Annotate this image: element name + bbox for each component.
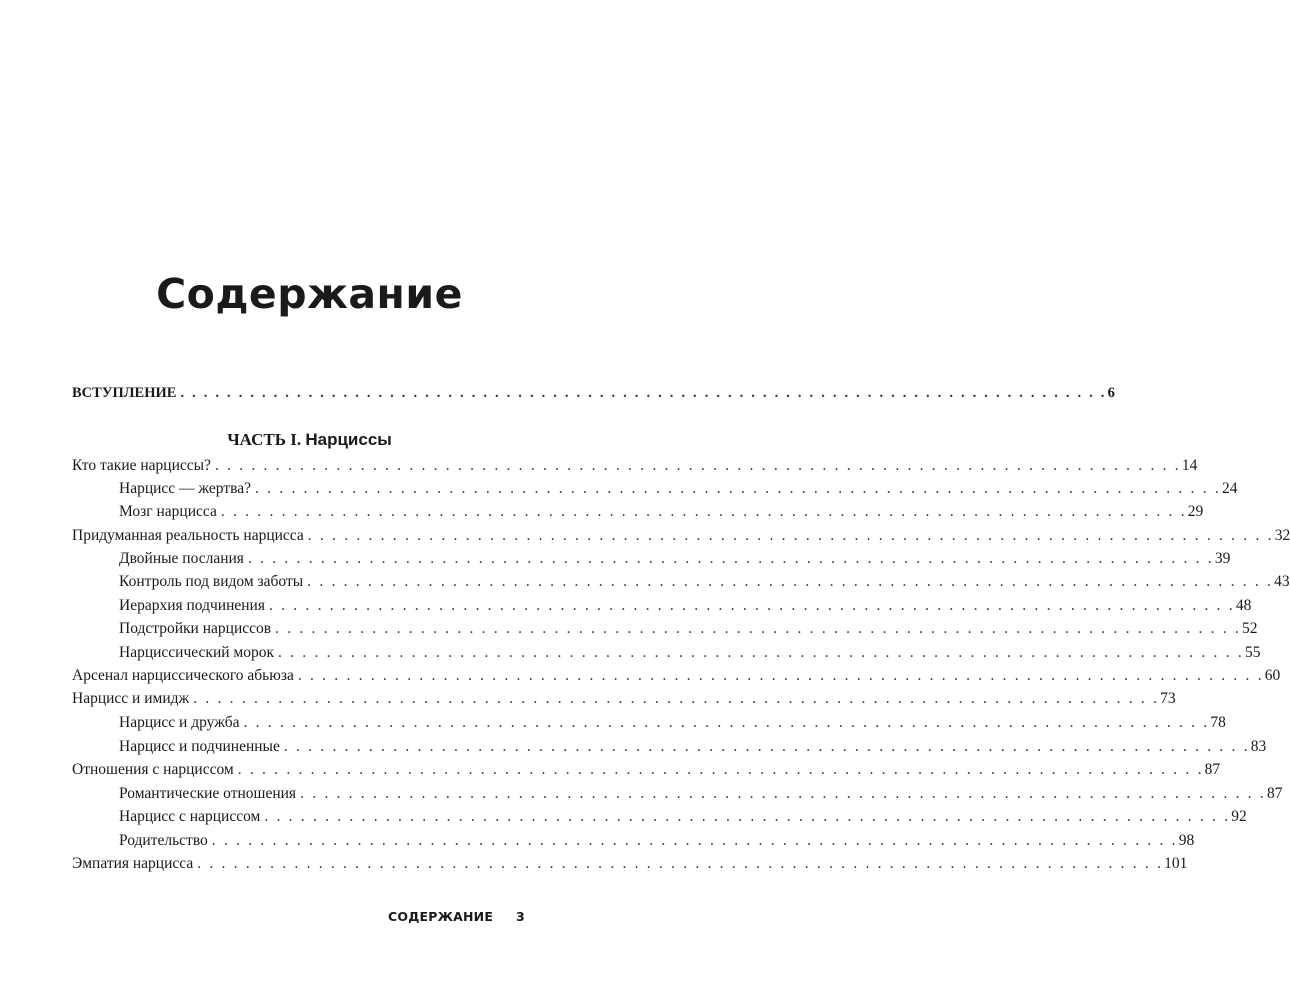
toc-entry[interactable] [119,501,1204,523]
toc-entry-label: Подстройки нарциссов [119,620,272,637]
toc-entry-page: 83 [1250,738,1267,755]
toc-entry-page: 52 [1242,620,1258,637]
toc-entry-label: Нарцисс с нарциссом [119,808,261,825]
page-number: 3 [516,909,525,924]
toc-entry-page: 101 [1164,855,1188,872]
toc-entry[interactable] [119,783,1283,805]
toc-entry-label: Арсенал нарциссического абьюза [72,667,294,684]
part-number: ЧАСТЬ I. [227,430,302,449]
toc-leader-dots: . . . . . . . . . . . . . . . . . . . . . . . . . . . . . . . . . . . . . . . . . . . . . . . . . . . . . . . . . . . . . . . . . . . . . . . . . . . . . . . . [237,761,1204,778]
toc-entry[interactable] [119,478,1238,500]
toc-entry[interactable] [72,455,1198,477]
toc-leader-dots: . . . . . . . . . . . . . . . . . . . . . . . . . . . . . . . . . . . . . . . . . . . . . . . . . . . . . . . . . . . . . . . . . . . . . . . . . . . . . . . . [297,667,1264,684]
toc-entry-page: 87 [1267,785,1283,802]
toc-entry-page: 48 [1235,597,1252,614]
toc-entry[interactable] [72,688,1176,710]
toc-entry-label: Иерархия подчинения [119,597,265,614]
toc-leader-dots: . . . . . . . . . . . . . . . . . . . . . . . . . . . . . . . . . . . . . . . . . . . . . . . . . . . . . . . . . . . . . . . . . . . . . . . . . . . . . . . . [268,597,1235,614]
toc-leader-dots: . . . . . . . . . . . . . . . . . . . . . . . . . . . . . . . . . . . . . . . . . . . . . . . . . . . . . . . . . . . . . . . . . . . . . . . . . . . . . . . . [197,855,1164,872]
toc-entry[interactable] [72,665,1281,687]
toc-entry-page: 43 [1274,573,1290,590]
toc-entry-label: Кто такие нарциссы? [72,457,211,474]
toc-entry[interactable] [119,712,1226,734]
toc-entry[interactable] [119,736,1267,758]
toc-leader-dots: . . . . . . . . . . . . . . . . . . . . . . . . . . . . . . . . . . . . . . . . . . . . . . . . . . . . . . . . . . . . . . . . . . . . . . . . . . . . . . . . [180,385,1107,401]
toc-leader-dots: . . . . . . . . . . . . . . . . . . . . . . . . . . . . . . . . . . . . . . . . . . . . . . . . . . . . . . . . . . . . . . . . . . . . . . . . . . . . . . . . [255,480,1221,497]
toc-entry-label: Двойные послания [119,550,244,567]
toc-entry-page: 32 [1274,527,1290,544]
toc-entry-label: Придуманная реальность нарцисса [72,527,304,544]
toc-entry-label: Мозг нарцисса [119,503,217,520]
toc-entry[interactable] [119,618,1258,640]
toc-entry[interactable] [72,759,1221,781]
toc-leader-dots: . . . . . . . . . . . . . . . . . . . . . . . . . . . . . . . . . . . . . . . . . . . . . . . . . . . . . . . . . . . . . . . . . . . . . . . . . . . . . . . . [283,738,1250,755]
toc-entry-page: 29 [1187,503,1204,520]
toc-leader-dots: . . . . . . . . . . . . . . . . . . . . . . . . . . . . . . . . . . . . . . . . . . . . . . . . . . . . . . . . . . . . . . . . . . . . . . . . . . . . . . . . [214,457,1181,474]
toc-entry[interactable] [119,642,1261,664]
toc-leader-dots: . . . . . . . . . . . . . . . . . . . . . . . . . . . . . . . . . . . . . . . . . . . . . . . . . . . . . . . . . . . . . . . . . . . . . . . . . . . . . . . . [275,620,1242,637]
toc-entry-page: 60 [1264,667,1281,684]
toc-entry-label: Нарциссический морок [119,644,274,661]
toc-entry-label: Эмпатия нарцисса [72,855,194,872]
toc-entry-label: Нарцисс — жертва? [119,480,251,497]
toc-entry-page: 73 [1160,690,1176,707]
toc-entry-label: Нарцисс и подчиненные [119,738,280,755]
part-name: Нарциссы [305,430,392,449]
toc-entry-page: 55 [1244,644,1261,661]
toc-leader-dots: . . . . . . . . . . . . . . . . . . . . . . . . . . . . . . . . . . . . . . . . . . . . . . . . . . . . . . . . . . . . . . . . . . . . . . . . . . . . . . . . [243,714,1210,731]
toc-entry-page: 98 [1178,832,1195,849]
toc-entry-label: Романтические отношения [119,785,297,802]
toc-leader-dots: . . . . . . . . . . . . . . . . . . . . . . . . . . . . . . . . . . . . . . . . . . . . . . . . . . . . . . . . . . . . . . . . . . . . . . . . . . . . . . . . [300,785,1266,802]
toc-entry-label: Родительство [119,832,208,849]
toc-entry-page: 92 [1231,808,1247,825]
toc-leader-dots: . . . . . . . . . . . . . . . . . . . . . . . . . . . . . . . . . . . . . . . . . . . . . . . . . . . . . . . . . . . . . . . . . . . . . . . . . . . . . . . . [264,808,1231,825]
toc-entry[interactable] [72,525,1290,547]
toc-entry-page: 39 [1214,550,1231,567]
toc-entry-page: 14 [1181,457,1198,474]
toc-entry[interactable] [119,548,1231,570]
toc-entry-page: 6 [1107,385,1115,401]
toc-leader-dots: . . . . . . . . . . . . . . . . . . . . . . . . . . . . . . . . . . . . . . . . . . . . . . . . . . . . . . . . . . . . . . . . . . . . . . . . . . . . . . . . [220,503,1187,520]
toc-entry[interactable] [119,806,1247,828]
toc-entry-page: 24 [1221,480,1238,497]
toc-entry[interactable] [119,830,1195,852]
toc-entry[interactable] [119,595,1252,617]
toc-entry-label: Нарцисс и дружба [119,714,240,731]
toc-entry-label: Нарцисс и имидж [72,690,190,707]
toc-entry-intro[interactable] [72,382,1115,404]
toc-leader-dots: . . . . . . . . . . . . . . . . . . . . . . . . . . . . . . . . . . . . . . . . . . . . . . . . . . . . . . . . . . . . . . . . . . . . . . . . . . . . . . . . [211,832,1178,849]
toc-leader-dots: . . . . . . . . . . . . . . . . . . . . . . . . . . . . . . . . . . . . . . . . . . . . . . . . . . . . . . . . . . . . . . . . . . . . . . . . . . . . . . . . [307,573,1274,590]
toc-leader-dots: . . . . . . . . . . . . . . . . . . . . . . . . . . . . . . . . . . . . . . . . . . . . . . . . . . . . . . . . . . . . . . . . . . . . . . . . . . . . . . . . [278,644,1244,661]
running-footer-title: СОДЕРЖАНИЕ [388,909,494,924]
toc-leader-dots: . . . . . . . . . . . . . . . . . . . . . . . . . . . . . . . . . . . . . . . . . . . . . . . . . . . . . . . . . . . . . . . . . . . . . . . . . . . . . . . . [193,690,1160,707]
toc-entry-label: Отношения с нарциссом [72,761,234,778]
toc-entry-page: 87 [1204,761,1221,778]
toc-entry-label: Контроль под видом заботы [119,573,304,590]
toc-entry[interactable] [119,571,1290,593]
part-heading [0,427,619,453]
toc-entry[interactable] [72,853,1188,875]
toc-leader-dots: . . . . . . . . . . . . . . . . . . . . . . . . . . . . . . . . . . . . . . . . . . . . . . . . . . . . . . . . . . . . . . . . . . . . . . . . . . . . . . . . [307,527,1274,544]
toc-entry-label: ВСТУПЛЕНИЕ [72,385,177,401]
page-title: Содержание [156,270,463,318]
toc-entry-page: 78 [1210,714,1226,731]
toc-leader-dots: . . . . . . . . . . . . . . . . . . . . . . . . . . . . . . . . . . . . . . . . . . . . . . . . . . . . . . . . . . . . . . . . . . . . . . . . . . . . . . . . [247,550,1214,567]
